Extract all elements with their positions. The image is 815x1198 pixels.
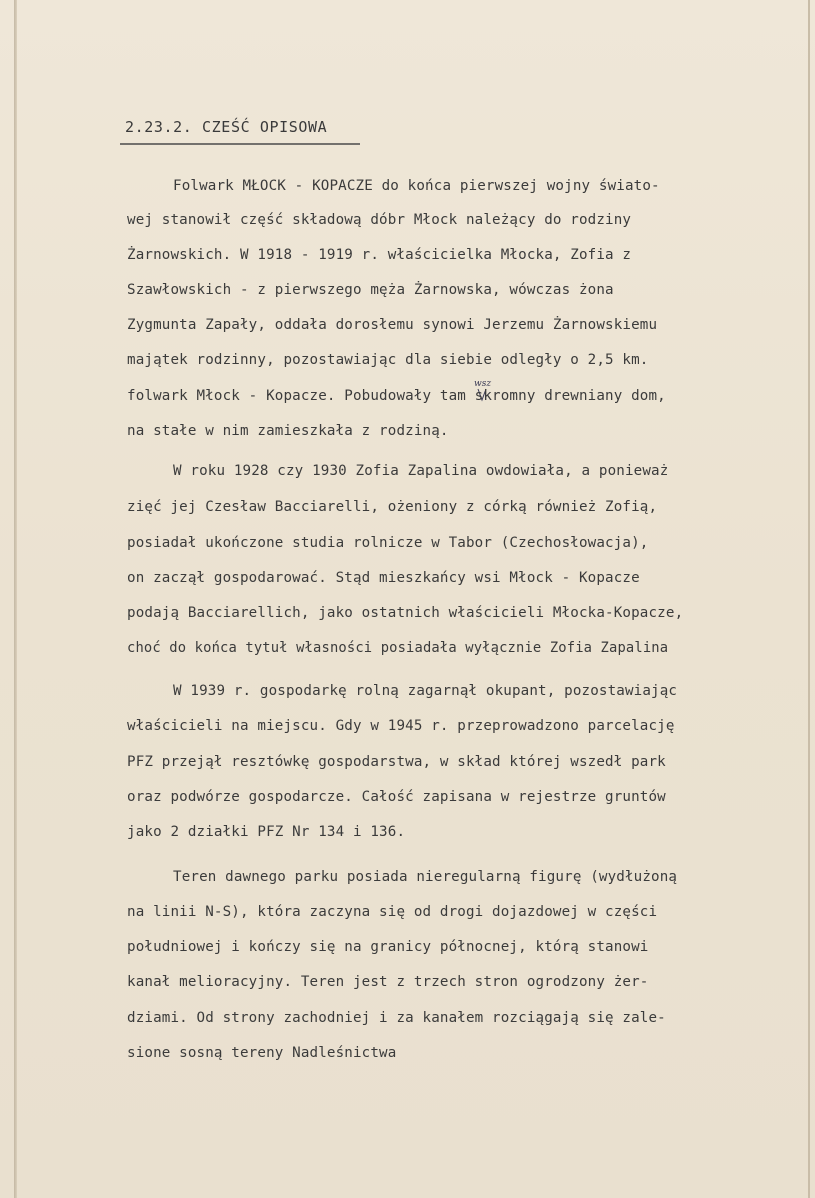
paragraph-2-line-3: posiadał ukończone studia rolnicze w Tabor (Czechosłowacja),	[127, 535, 649, 551]
paragraph-4-line-4: kanał melioracyjny. Teren jest z trzech stron ogrodzony żer-	[127, 974, 649, 990]
paragraph-1-line-2: wej stanowił część składową dóbr Młock należący do rodziny	[127, 212, 632, 228]
paragraph-3-line-4: oraz podwórze gospodarcze. Całość zapisana w rejestrze gruntów	[127, 789, 666, 805]
handwritten-insertion: wsz	[474, 379, 492, 389]
paragraph-4-line-5: dziami. Od strony zachodniej i za kanałem rozciągają się zale-	[127, 1010, 666, 1026]
paragraph-1-line-6: majątek rodzinny, pozostawiając dla siebie odległy o 2,5 km.	[127, 352, 649, 368]
paragraph-3-line-3: PFZ przejął resztówkę gospodarstwa, w skład której wszedł park	[127, 754, 666, 770]
paragraph-4-line-3: południowej i kończy się na granicy północnej, którą stanowi	[127, 939, 649, 955]
heading-underline	[120, 143, 360, 145]
paragraph-2-line-4: on zaczął gospodarować. Stąd mieszkańcy wsi Młock - Kopacze	[127, 570, 640, 586]
paragraph-1-line-1: Folwark MŁOCK - KOPACZE do końca pierwszej wojny świato-	[173, 178, 660, 194]
paragraph-2-line-6: choć do końca tytuł własności posiadała wyłącznie Zofia Zapalina	[127, 640, 669, 656]
binding-edge	[14, 0, 17, 1198]
paragraph-4-line-1: Teren dawnego parku posiada nieregularną figurę (wydłużoną	[173, 869, 678, 885]
paragraph-1-line-7: folwark Młock - Kopacze. Pobudowały tam skromny drewniany dom,	[127, 388, 666, 404]
paragraph-1-line-4: Szawłowskich - z pierwszego męża Żarnowska, wówczas żona	[127, 282, 614, 298]
paragraph-1-line-8: na stałe w nim zamieszkała z rodziną.	[127, 423, 449, 439]
paragraph-1-line-5: Zygmunta Zapały, oddała dorosłemu synowi Jerzemu Żarnowskiemu	[127, 317, 658, 333]
paragraph-2-line-5: podają Bacciarellich, jako ostatnich właścicieli Młocka-Kopacze,	[127, 605, 684, 621]
paragraph-4-line-6: sione sosną tereny Nadleśnictwa	[127, 1045, 397, 1061]
paragraph-3-line-5: jako 2 działki PFZ Nr 134 i 136.	[127, 824, 406, 840]
paragraph-2-line-1: W roku 1928 czy 1930 Zofia Zapalina owdowiała, a ponieważ	[173, 463, 669, 479]
paragraph-4-line-2: na linii N-S), która zaczyna się od drogi dojazdowej w części	[127, 904, 658, 920]
paragraph-3-line-2: właścicieli na miejscu. Gdy w 1945 r. przeprowadzono parcelację	[127, 718, 675, 734]
section-heading: 2.23.2. CZEŚĆ OPISOWA	[125, 118, 328, 136]
page-edge	[808, 0, 810, 1198]
paragraph-3-line-1: W 1939 r. gospodarkę rolną zagarnął okupant, pozostawiając	[173, 683, 678, 699]
paragraph-1-line-3: Żarnowskich. W 1918 - 1919 r. właścicielka Młocka, Zofia z	[127, 247, 632, 263]
paragraph-2-line-2: zięć jej Czesław Bacciarelli, ożeniony z córką również Zofią,	[127, 499, 658, 515]
